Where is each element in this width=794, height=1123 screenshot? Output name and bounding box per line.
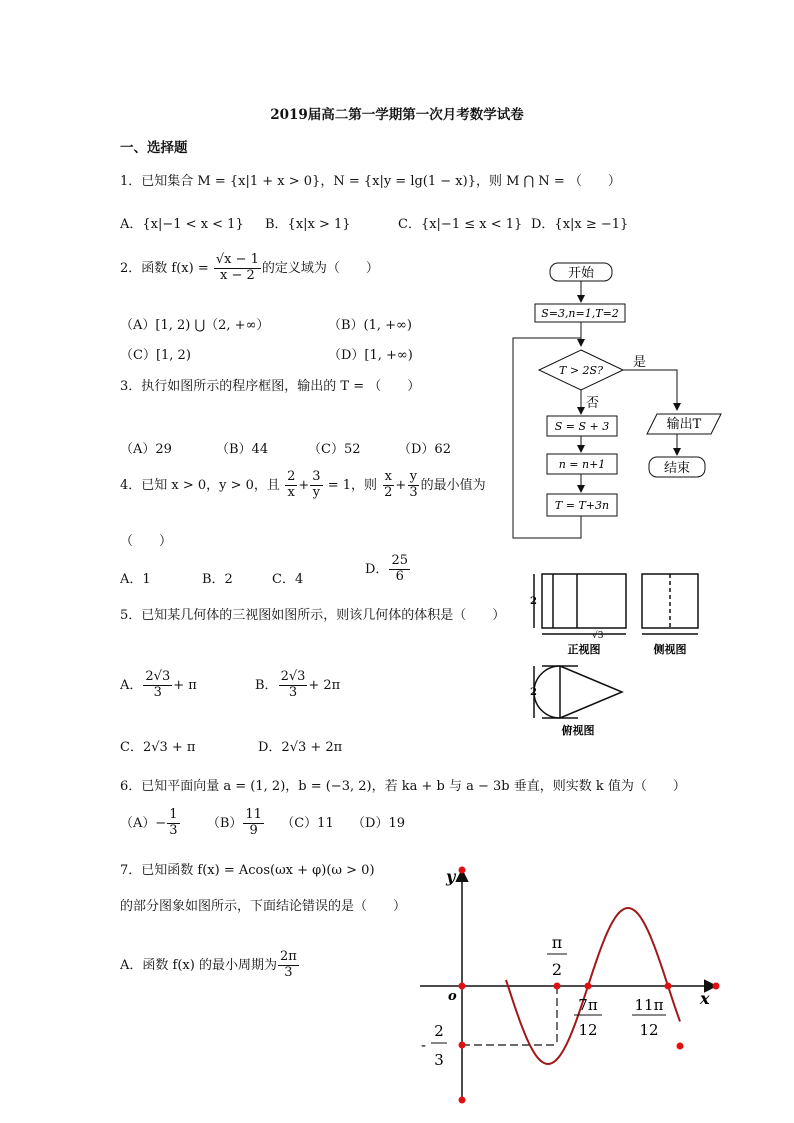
q7-option-a bbox=[120, 950, 300, 981]
front-dim-width: √3 bbox=[592, 631, 604, 641]
front-view-rect bbox=[542, 574, 626, 628]
q6-opta-num: 1 bbox=[169, 807, 178, 822]
q4-option-c: C．4 bbox=[272, 572, 304, 587]
tick-ymin-sign: - bbox=[421, 1036, 427, 1054]
q2-frac-den: x − 2 bbox=[220, 267, 255, 283]
q5-stem: 5．已知某几何体的三视图如图所示，则该几何体的体积是（ ） bbox=[120, 608, 506, 623]
q6-opta-den: 3 bbox=[169, 822, 178, 838]
q4-frac1-den: x bbox=[287, 484, 295, 500]
q6-stem: 6．已知平面向量 a = (1, 2)，b = (−3, 2)，若 ka + b 与 a − 3b 垂直，则实数 k 值为（ ） bbox=[120, 779, 686, 794]
q4-plus-2: + bbox=[395, 477, 407, 493]
q2-option-c: （C）[1, 2) bbox=[120, 348, 191, 363]
q1-option-d: D．{x|x ≥ −1} bbox=[531, 217, 629, 232]
graph-point-2 bbox=[459, 1042, 466, 1049]
q4-plus-1: + bbox=[298, 477, 310, 493]
q3-option-d: （D）62 bbox=[398, 442, 451, 457]
flow-end-label: 结束 bbox=[663, 461, 691, 476]
q6-optb-fraction bbox=[243, 808, 264, 839]
q2-frac-num: √x − 1 bbox=[215, 252, 259, 267]
tick-11pi12-den: 12 bbox=[639, 1021, 659, 1039]
q4-frac-2x bbox=[285, 470, 297, 501]
q5-optb-den: 3 bbox=[288, 684, 298, 700]
q1-option-a: A．{x|−1 < x < 1} bbox=[120, 217, 244, 232]
q4-frac1-num: 2 bbox=[287, 469, 296, 484]
graph-point-1 bbox=[459, 983, 466, 990]
q5-option-b bbox=[255, 670, 340, 701]
q4-frac-3y bbox=[310, 470, 322, 501]
q3-option-b: （B）44 bbox=[216, 442, 269, 457]
tick-7pi12-den: 12 bbox=[578, 1021, 598, 1039]
tick-pi2-den: 2 bbox=[551, 960, 563, 979]
q6-opta-fraction bbox=[167, 808, 179, 839]
exam-title: 2019届高二第一学期第一次月考数学试卷 bbox=[270, 107, 524, 123]
q5-option-c: C．2√3 + π bbox=[120, 740, 196, 755]
q5-optb-tail: + 2π bbox=[308, 677, 341, 693]
q4-option-a: A．1 bbox=[120, 572, 151, 587]
q2-option-b: （B）(1, +∞) bbox=[328, 318, 412, 333]
q7-opta-fraction bbox=[278, 950, 299, 981]
q1-option-b: B．{x|x > 1} bbox=[265, 217, 351, 232]
top-view-triangle bbox=[560, 666, 622, 718]
q4-optd-num: 25 bbox=[391, 553, 408, 568]
q4-option-d bbox=[365, 554, 411, 585]
q4-part3: 的最小值为 bbox=[420, 477, 486, 493]
side-view-label: 侧视图 bbox=[653, 643, 687, 656]
graph-point-8 bbox=[677, 1043, 684, 1050]
q5-opta-tail: + π bbox=[173, 677, 197, 693]
q4-option-b: B．2 bbox=[202, 572, 233, 587]
q2-stem bbox=[120, 253, 379, 284]
flow-output-label: 输出T bbox=[666, 417, 702, 432]
y-axis-label: y bbox=[446, 867, 456, 886]
front-view-label: 正视图 bbox=[567, 643, 601, 656]
q4-stem bbox=[120, 470, 486, 501]
flow-condition-label: T > 2S? bbox=[559, 364, 603, 377]
front-dim-height: 2 bbox=[530, 596, 537, 607]
flow-yes-label: 是 bbox=[633, 355, 647, 370]
q4-frac-y3 bbox=[407, 470, 419, 501]
q1-stem: 1．已知集合 M = {x|1 + x > 0}，N = {x|y = lg(1 − x)}，则 M ⋂ N = （ ） bbox=[120, 174, 621, 189]
origin-label: o bbox=[448, 989, 457, 1004]
flowchart-diagram bbox=[505, 258, 725, 540]
cosine-graph bbox=[410, 860, 730, 1110]
q5-opta-prefix: A． bbox=[120, 677, 143, 693]
q4-frac3-num: x bbox=[384, 469, 392, 484]
q5-optb-num: 2√3 bbox=[280, 669, 306, 684]
q2-option-a: （A）[1, 2) ⋃（2, +∞） bbox=[120, 318, 270, 333]
three-views-figure bbox=[530, 568, 700, 740]
q4-part1: 4．已知 x > 0，y > 0，且 bbox=[120, 477, 280, 493]
q5-optb-fraction bbox=[279, 670, 308, 701]
graph-point-5 bbox=[585, 983, 592, 990]
q6-opta-prefix: （A）− bbox=[120, 815, 167, 831]
q6-option-c: （C）11 bbox=[281, 815, 334, 831]
q6-optb-prefix: （B） bbox=[206, 815, 243, 831]
q4-frac-x2 bbox=[382, 470, 394, 501]
top-view-arc bbox=[534, 666, 560, 718]
q1-option-c: C．{x|−1 ≤ x < 1} bbox=[398, 217, 523, 232]
q2-suffix: 的定义域为（ ） bbox=[261, 260, 379, 276]
graph-point-4 bbox=[554, 983, 561, 990]
flow-start-label: 开始 bbox=[567, 266, 595, 281]
tick-ymin-den: 3 bbox=[434, 1051, 444, 1069]
q5-optb-prefix: B． bbox=[255, 677, 278, 693]
top-view-label: 俯视图 bbox=[561, 724, 595, 737]
q5-opta-den: 3 bbox=[153, 684, 162, 700]
q4-frac4-num: y bbox=[409, 469, 418, 484]
q4-part2: = 1，则 bbox=[327, 477, 377, 493]
q3-option-c: （C）52 bbox=[308, 442, 361, 457]
q2-prefix: 2．函数 f(x) = bbox=[120, 260, 213, 276]
q4-frac3-den: 2 bbox=[384, 484, 393, 500]
q4-optd-prefix: D． bbox=[365, 561, 389, 577]
q4-frac4-den: 3 bbox=[409, 484, 418, 500]
q7-opta-den: 3 bbox=[284, 964, 293, 980]
flow-init-label: S=3,n=1,T=2 bbox=[541, 307, 619, 320]
top-dim-diameter: 2 bbox=[530, 687, 537, 698]
q4-optd-fraction bbox=[389, 554, 410, 585]
q4-frac2-num: 3 bbox=[312, 469, 321, 484]
flow-step1-label: S = S + 3 bbox=[554, 420, 610, 433]
flow-no-label: 否 bbox=[586, 396, 600, 411]
q3-stem: 3．执行如图所示的程序框图，输出的 T = （ ） bbox=[120, 379, 421, 394]
q7-stem-line1: 7．已知函数 f(x) = Acos(ωx + φ)(ω > 0) bbox=[120, 863, 375, 878]
q6-options bbox=[120, 808, 405, 839]
q7-opta-prefix: A．函数 f(x) 的最小周期为 bbox=[120, 957, 277, 973]
q6-option-d: （D）19 bbox=[352, 815, 405, 831]
q5-opta-fraction bbox=[143, 670, 172, 701]
q6-optb-num: 11 bbox=[245, 807, 262, 822]
tick-ymin-num: 2 bbox=[434, 1022, 444, 1040]
graph-point-0 bbox=[459, 867, 466, 874]
q5-option-d: D．2√3 + 2π bbox=[258, 740, 343, 755]
tick-11pi12-num: 11π bbox=[634, 996, 664, 1014]
q4-frac2-den: y bbox=[312, 484, 321, 500]
section-heading: 一、选择题 bbox=[120, 140, 188, 156]
q4-optd-den: 6 bbox=[395, 568, 404, 584]
q2-option-d: （D）[1, +∞) bbox=[328, 348, 413, 363]
tick-pi2-num: π bbox=[551, 933, 563, 952]
q5-opta-num: 2√3 bbox=[145, 669, 171, 684]
q7-opta-num: 2π bbox=[279, 949, 297, 964]
graph-point-3 bbox=[459, 1097, 466, 1104]
q5-option-a bbox=[120, 670, 197, 701]
flow-step3-label: T = T+3n bbox=[554, 499, 610, 512]
q6-optb-den: 9 bbox=[249, 822, 258, 838]
q2-fraction bbox=[214, 253, 261, 284]
flow-step2-label: n = n+1 bbox=[558, 458, 606, 471]
q4-paren: （ ） bbox=[120, 534, 173, 549]
x-axis-label: x bbox=[700, 989, 710, 1008]
q3-option-a: （A）29 bbox=[120, 442, 172, 457]
graph-point-6 bbox=[665, 983, 672, 990]
graph-point-7 bbox=[713, 983, 720, 990]
q7-stem-line2: 的部分图象如图所示，下面结论错误的是（ ） bbox=[120, 899, 407, 914]
tick-7pi12-num: 7π bbox=[578, 996, 598, 1014]
